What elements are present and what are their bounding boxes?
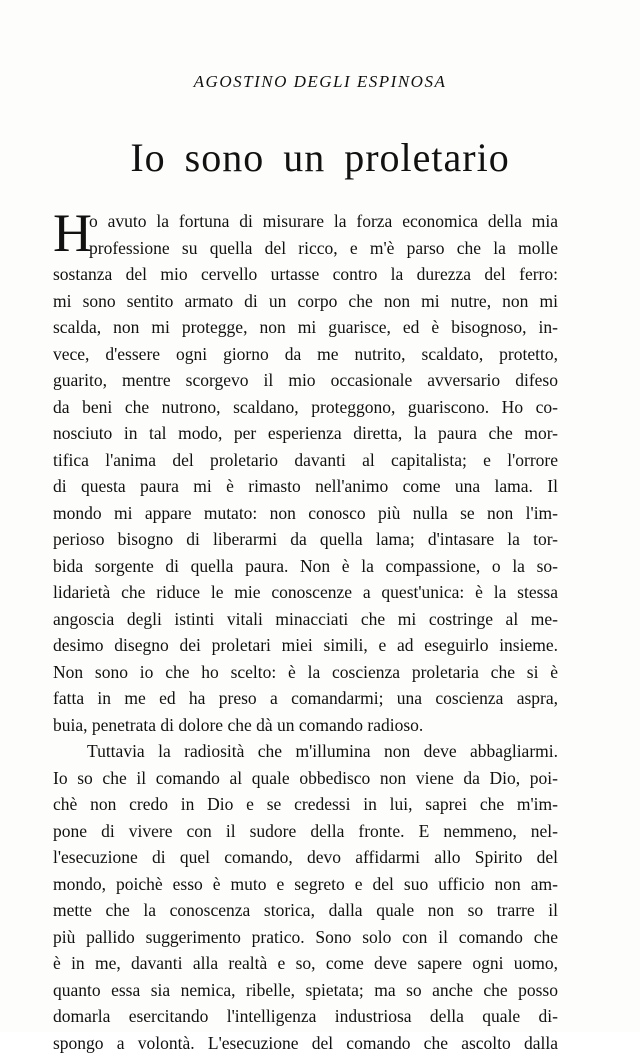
text-line: quanto essa sia nemica, ribelle, spietata; ma so anche che posso: [53, 977, 558, 1004]
text-line: chè non credo in Dio e se credessi in lui, saprei che m'im-: [53, 791, 558, 818]
text-line: Io so che il comando al quale obbedisco non viene da Dio, poi-: [53, 765, 558, 792]
text-line: l'esecuzione di quel comando, devo affidarmi allo Spirito del: [53, 844, 558, 871]
page-title: Io sono un proletario: [0, 134, 640, 181]
article-body: [53, 208, 558, 1056]
text-line: mondo, poichè esso è muto e segreto e del suo ufficio non am-: [53, 871, 558, 898]
text-line: guarito, mentre scorgevo il mio occasionale avversario difeso: [53, 367, 558, 394]
text-line: angoscia degli istinti vitali minacciati che mi costringe al me-: [53, 606, 558, 633]
text-line: tifica l'anima del proletario davanti al capitalista; e l'orrore: [53, 447, 558, 474]
text-line: da beni che nutrono, scaldano, proteggono, guariscono. Ho co-: [53, 394, 558, 421]
text-line: fatta in me ed ha preso a comandarmi; una coscienza aspra,: [53, 685, 558, 712]
text-line: perioso bisogno di liberarmi da quella lama; d'intasare la tor-: [53, 526, 558, 553]
text-line: mi sono sentito armato di un corpo che non mi nutre, non mi: [53, 288, 558, 315]
text-line: o avuto la fortuna di misurare la forza economica della mia: [53, 208, 558, 235]
text-line: è in me, davanti alla realtà e so, come deve sapere ogni uomo,: [53, 950, 558, 977]
text-line: buia, penetrata di dolore che dà un comando radioso.: [53, 712, 558, 739]
text-line: nosciuto in tal modo, per esperienza diretta, la paura che mor-: [53, 420, 558, 447]
text-line: desimo disegno dei proletari miei simili, e ad eseguirlo insieme.: [53, 632, 558, 659]
text-line: professione su quella del ricco, e m'è parso che la molle: [53, 235, 558, 262]
text-line: mondo mi appare mutato: non conosco più nulla se non l'im-: [53, 500, 558, 527]
paragraph-2: [53, 738, 558, 1056]
text-line: più pallido suggerimento pratico. Sono solo con il comando che: [53, 924, 558, 951]
text-line: di questa paura mi è rimasto nell'animo come una lama. Il: [53, 473, 558, 500]
text-line: Non sono io che ho scelto: è la coscienza proletaria che si è: [53, 659, 558, 686]
drop-cap: H: [53, 208, 92, 258]
text-line: lidarietà che riduce le mie conoscenze a quest'unica: è la stessa: [53, 579, 558, 606]
text-line: vece, d'essere ogni giorno da me nutrito, scaldato, protetto,: [53, 341, 558, 368]
text-line: domarla esercitando l'intelligenza industriosa della quale di-: [53, 1003, 558, 1030]
text-line: scalda, non mi protegge, non mi guarisce, ed è bisognoso, in-: [53, 314, 558, 341]
paragraph-1: [53, 208, 558, 738]
text-line: pone di vivere con il sudore della fronte. E nemmeno, nel-: [53, 818, 558, 845]
text-line: spongo a volontà. L'esecuzione del comando che ascolto dalla: [53, 1030, 558, 1056]
text-line: sostanza del mio cervello urtasse contro la durezza del ferro:: [53, 261, 558, 288]
text-line: mette che la conoscenza storica, dalla quale non so trarre il: [53, 897, 558, 924]
text-line: bida sorgente di quella paura. Non è la compassione, o la so-: [53, 553, 558, 580]
text-line: Tuttavia la radiosità che m'illumina non deve abbagliarmi.: [53, 738, 558, 765]
author-name: AGOSTINO DEGLI ESPINOSA: [0, 72, 640, 92]
